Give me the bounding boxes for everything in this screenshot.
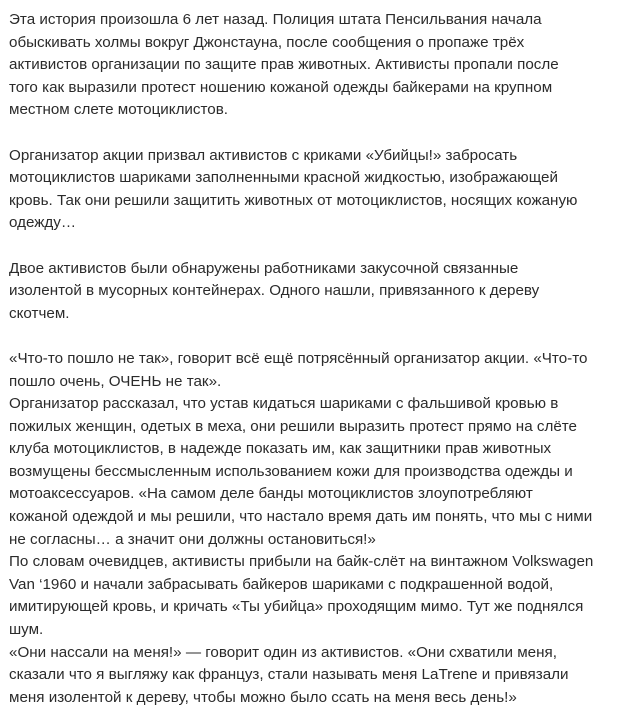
text-line: активистов организации по защите прав животных. Активисты пропали после: [9, 56, 559, 74]
text-line: имитирующей кровь, и кричать «Ты убийца» проходящим мимо. Тут же поднялся: [9, 598, 584, 616]
text-line: кожаной одеждой и мы решили, что настало время дать им понять, что мы с ними: [9, 508, 593, 526]
text-line: возмущены бессмысленным использованием кожи для производства одежды и: [9, 462, 573, 480]
text-line: шум.: [9, 621, 44, 639]
text-line: скотчем.: [9, 304, 70, 322]
text-line: Организатор рассказал, что устав кидаться шариками с фальшивой кровью в: [9, 395, 559, 413]
text-line: «Что-то пошло не так», говорит всё ещё потрясённый организатор акции. «Что-то: [9, 349, 588, 367]
text-line: Эта история произошла 6 лет назад. Полиция штата Пенсильвания начала: [9, 11, 542, 28]
text-line: Van ‘1960 и начали забрасывать байкеров шариками с подкрашенной водой,: [9, 575, 554, 593]
paragraph-3: [9, 258, 621, 326]
text-line: Организатор акции призвал активистов с криками «Убийцы!» забросать: [9, 146, 518, 164]
text-line: того как выразили протест ношению кожаной одежды байкерами на крупном: [9, 78, 553, 96]
paragraph-6: [9, 551, 621, 641]
text-line: «Они нассали на меня!» — говорит один из активистов. «Они схватили меня,: [9, 643, 557, 661]
paragraph-7: [9, 642, 621, 710]
text-line: мотоциклистов шариками заполненными красной жидкостью, изображающей: [9, 169, 558, 187]
text-line: изолентой в мусорных контейнерах. Одного нашли, привязанного к дереву: [9, 282, 540, 300]
text-line: не согласны… а значит они должны остановиться!»: [9, 530, 376, 548]
text-line: обыскивать холмы вокруг Джонстауна, после сообщения о пропаже трёх: [9, 33, 525, 51]
paragraph-5: [9, 393, 621, 551]
text-line: Двое активистов были обнаружены работниками закусочной связанные: [9, 259, 519, 277]
text-line: сказали что я выгляжу как француз, стали называть меня LaTrene и привязали: [9, 666, 569, 684]
text-line: местном слете мотоциклистов.: [9, 101, 229, 119]
text-line: меня изолентой к дереву, чтобы можно было ссать на меня весь день!»: [9, 688, 517, 706]
text-line: пожилых женщин, одетых в меха, они решили выразить протест прямо на слёте: [9, 417, 577, 435]
paragraph-2: [9, 145, 621, 235]
text-line: клуба мотоциклистов, в надежде показать им, как защитники прав животных: [9, 440, 552, 458]
text-line: пошло очень, ОЧЕНЬ не так».: [9, 372, 222, 390]
article-body: [9, 9, 621, 709]
text-line: кровь. Так они решили защитить животных от мотоциклистов, носящих кожаную: [9, 191, 578, 209]
paragraph-4: [9, 348, 621, 393]
paragraph-1: [9, 9, 621, 122]
text-line: По словам очевидцев, активисты прибыли на байк-слёт на винтажном Volkswagen: [9, 553, 594, 571]
text-line: одежду…: [9, 214, 77, 232]
text-line: мотоаксессуаров. «На самом деле банды мотоциклистов злоупотребляют: [9, 485, 533, 503]
